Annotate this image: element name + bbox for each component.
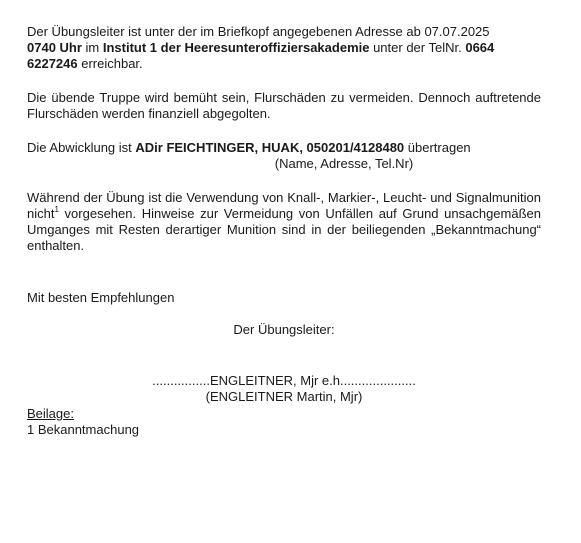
contact-text-2: im <box>81 40 103 55</box>
contact-phone-1: 0664 <box>465 40 495 55</box>
ammunition-paragraph <box>27 190 541 254</box>
contact-text-1: Der Übungsleiter ist unter der im Briefkopf angegebenen Adresse ab 07.07.2025 <box>27 24 490 39</box>
closing-line: Mit besten Empfehlungen <box>27 290 175 305</box>
contact-paragraph <box>27 24 541 72</box>
handling-subcaption: (Name, Adresse, Tel.Nr) <box>274 156 414 171</box>
contact-phone-2: 6227246 <box>27 56 78 71</box>
handling-paragraph <box>27 140 541 156</box>
signature-line: ................ENGLEITNER, Mjr e.h..................... <box>152 373 416 388</box>
contact-text-4: erreichbar. <box>77 56 143 71</box>
attachment-label: Beilage: <box>27 406 74 421</box>
signer-title: Der Übungsleiter: <box>233 322 335 337</box>
signature-name: (ENGLEITNER Martin, Mjr) <box>205 389 363 404</box>
handling-text-1: Die Abwicklung ist <box>27 140 136 155</box>
handling-person: ADir FEICHTINGER, HUAK, 050201/4128480 <box>135 140 405 155</box>
contact-institute: Institut 1 der Heeresunteroffiziersakademie <box>102 40 370 55</box>
ammunition-text-1: Während der Übung ist die Verwendung von Knall-, Markier-, Leucht- und Signalmunition nicht <box>27 190 541 221</box>
ammunition-text-2: vorgesehen. Hinweise zur Vermeidung von Unfällen auf Grund unsachgemäßen Umganges mit Resten derartiger Munition sind in der beiliegenden „Bekanntmachung“ enthalten. <box>27 206 541 253</box>
contact-text-3: unter der TelNr. <box>369 40 466 55</box>
footnote-marker: 1 <box>54 205 59 214</box>
damage-paragraph: Die übende Truppe wird bemüht sein, Flurschäden zu vermeiden. Dennoch auftretende Flurschäden werden finanziell abgegolten. <box>27 90 541 121</box>
handling-text-2: übertragen <box>404 140 471 155</box>
contact-time: 0740 Uhr <box>27 40 82 55</box>
attachment-item: 1 Bekanntmachung <box>27 422 140 437</box>
